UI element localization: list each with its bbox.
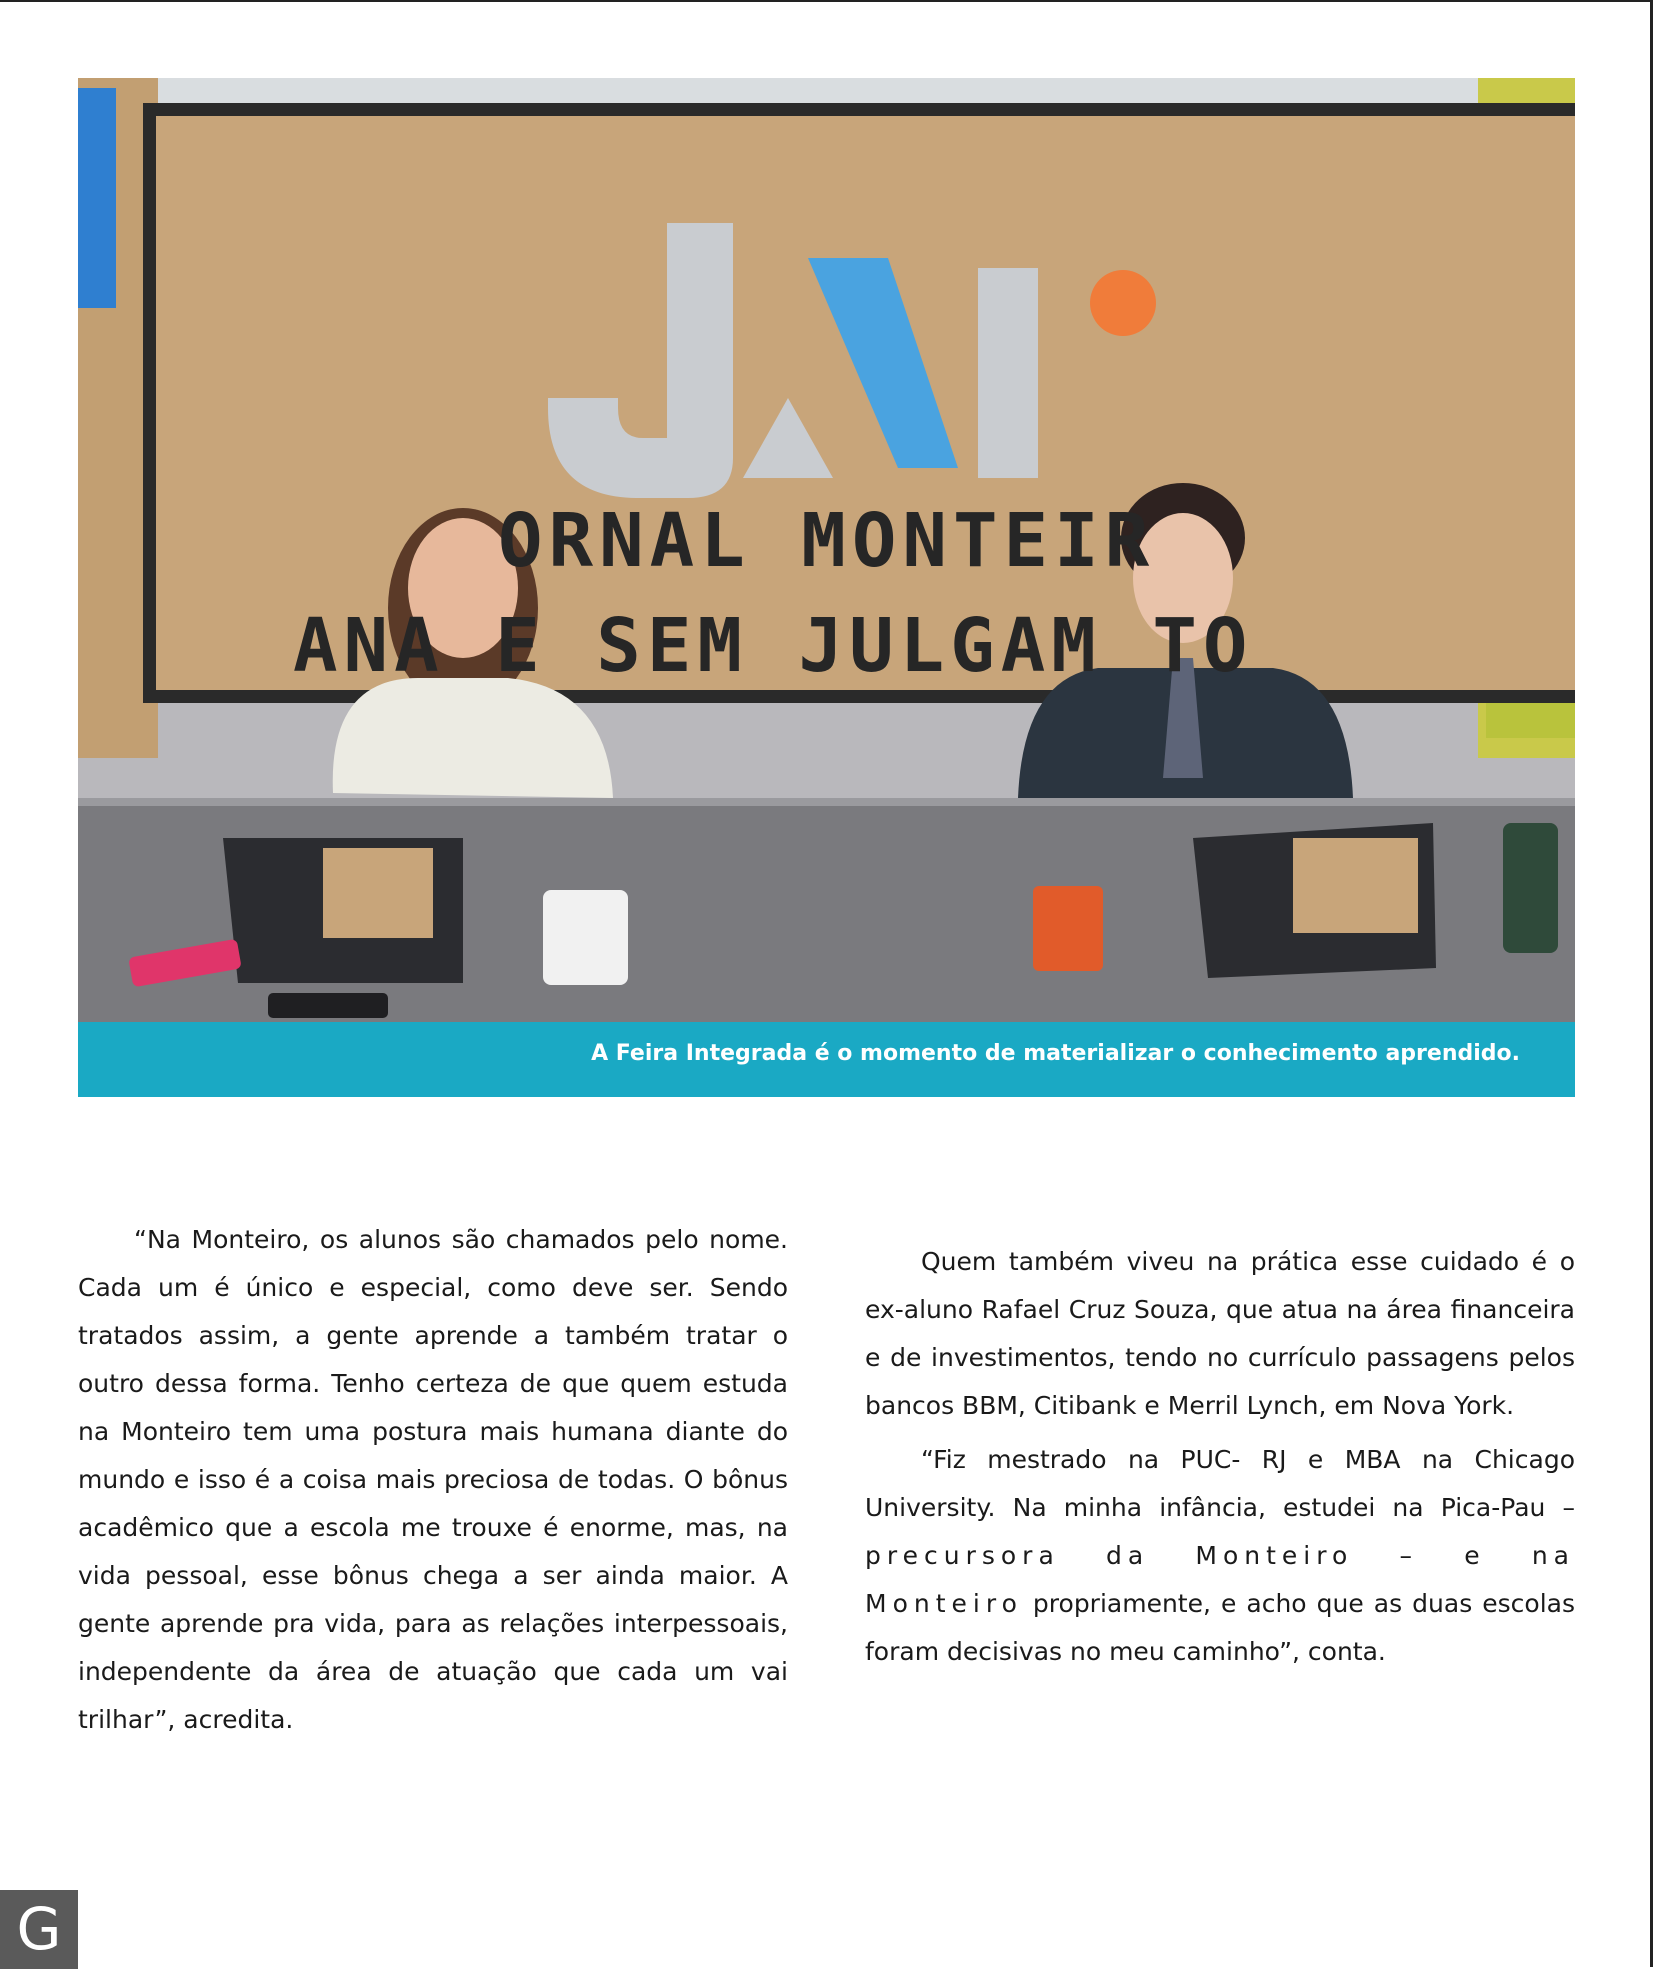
photo-caption: A Feira Integrada é o momento de materializar o conhecimento aprendido. — [591, 1041, 1520, 1066]
logo-letter-m-stem — [978, 268, 1038, 478]
quote-part-spaced: precursora da Monteiro – e na Monteiro — [865, 1541, 1575, 1618]
banner-text-line-2: ANA E SEM JULGAM TO — [293, 603, 1254, 689]
section-letter-badge: G — [0, 1890, 78, 1969]
alumnus-quote-paragraph — [865, 1436, 1575, 1676]
quote-paragraph: “Na Monteiro, os alunos são chamados pelo nome. Cada um é único e especial, como deve ser. Sendo tratados assim, a gente aprende a também tratar o outro dessa forma. Tenho certeza de que quem estuda na Monteiro tem uma postura mais humana diante do mundo e isso é a coisa mais preciosa de todas. O bônus acadêmico que a escola me trouxe é enorme, mas, na vida pessoal, esse bônus chega a ser ainda maior. A gente aprende pra vida, para as relações interpessoais, independente da área de atuação que cada um vai trilhar”, acredita. — [78, 1225, 788, 1734]
article-column-right — [865, 1238, 1575, 1676]
banner-text-line-1: ORNAL MONTEIR — [498, 498, 1156, 584]
article-column-left — [78, 1216, 788, 1744]
alumnus-intro-paragraph: Quem também viveu na prática esse cuidado é o ex-aluno Rafael Cruz Souza, que atua na área financeira e de investimentos, tendo no currículo passagens pelos bancos BBM, Citibank e Merril Lynch, em Nova York. — [865, 1247, 1575, 1420]
logo-orange-dot — [1090, 270, 1156, 336]
photo-caption-bar — [78, 1022, 1575, 1097]
feature-photo — [78, 78, 1575, 1022]
quote-part-end: propriamente, e acho que as duas escolas foram decisivas no meu caminho”, conta. — [865, 1589, 1575, 1666]
quote-part-start: “Fiz mestrado na PUC- RJ e MBA na Chicago University. Na minha infância, estudei na Pica-Pau – — [865, 1445, 1575, 1522]
